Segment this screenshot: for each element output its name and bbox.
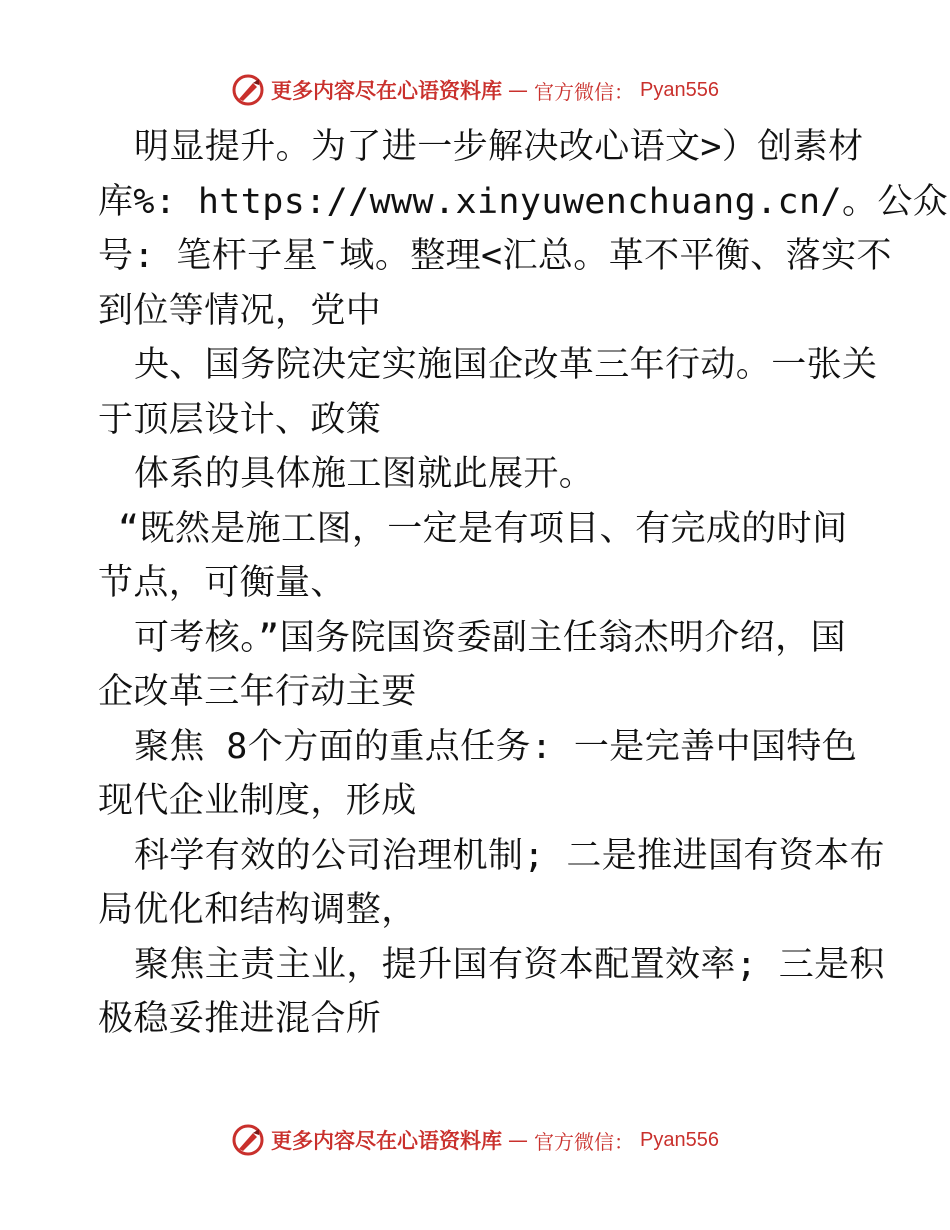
- text-line: 聚焦主责主业，提升国有资本配置效率; 三是积: [134, 944, 885, 985]
- watermark-dash: —: [508, 1128, 529, 1152]
- text-line: 可考核。”国务院国资委副主任翁杰明介绍，国: [134, 617, 846, 658]
- text-line: 到位等情况，党中: [98, 290, 382, 331]
- text-line: 企改革三年行动主要: [98, 672, 417, 712]
- watermark-title: 更多内容尽在心语资料库: [271, 78, 503, 103]
- watermark-wechat-id: Pyan556: [640, 78, 719, 101]
- watermark-title: 更多内容尽在心语资料库: [271, 1128, 503, 1153]
- footer-watermark: [0, 1120, 950, 1160]
- text-line: 极稳妥推进混合所: [98, 999, 382, 1039]
- text-line: 现代企业制度，形成: [98, 781, 417, 821]
- watermark-wechat-id: Pyan556: [640, 1128, 719, 1151]
- text-line: 节点，可衡量、: [98, 563, 346, 603]
- watermark-dash: —: [508, 78, 529, 102]
- pen-nib-logo-icon: [231, 1123, 265, 1157]
- text-line: 局优化和结构调整，: [98, 890, 417, 930]
- watermark-wechat-label: 官方微信：: [534, 79, 635, 104]
- text-line: 号: 笔杆子星¯域。整理<汇总。革不平衡、落实不: [98, 236, 892, 276]
- text-line: 于顶层设计、政策: [98, 399, 382, 440]
- watermark-wechat-label: 官方微信：: [534, 1129, 635, 1154]
- text-line: 央、国务院决定实施国企改革三年行动。一张关: [134, 345, 878, 385]
- text-line: 体系的具体施工图就此展开。: [134, 454, 595, 494]
- header-watermark: [0, 70, 950, 110]
- text-line: 聚焦 8个方面的重点任务: 一是完善中国特色: [134, 726, 858, 767]
- text-line: 明显提升。为了进一步解决改心语文>）创素材: [134, 127, 864, 167]
- text-line: 科学有效的公司治理机制; 二是推进国有资本布: [134, 835, 885, 876]
- text-line: 库%: https://www.xinyuwenchuang.cn/。公众: [98, 181, 949, 222]
- text-line: “既然是施工图，一定是有项目、有完成的时间: [118, 508, 848, 549]
- document-body: [98, 120, 949, 1047]
- pen-nib-logo-icon: [231, 73, 265, 107]
